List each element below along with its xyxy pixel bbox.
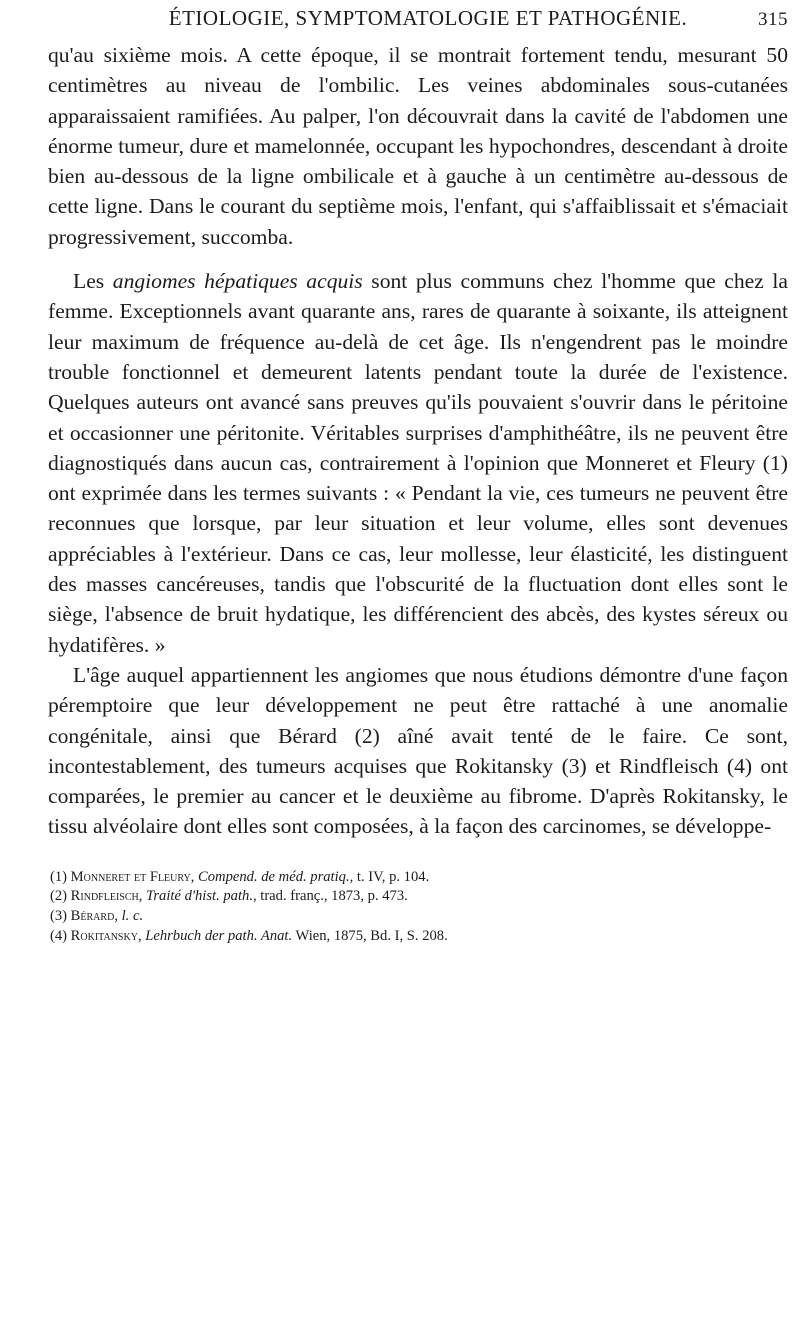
paragraph-3: L'âge auquel appartiennent les angiomes que nous étudions démontre d'une façon péremptoire que leur développement ne peut être rattaché à une anomalie congénitale, ainsi que Bérard (2) aîné avait tenté de le faire. Ce sont, incontestablement, des tumeurs acquises que Rokitansky (3) et Rindfleisch (4) ont comparées, le premier au cancer et le deuxième au fibrome. D'après Rokitansky, le tissu alvéolaire dont elles sont composées, à la façon des carcinomes, se développe- bbox=[48, 662, 788, 839]
footnote-rest: Wien, 1875, Bd. I, S. 208. bbox=[292, 927, 448, 944]
footnote-work: Lehrbuch der path. Anat. bbox=[145, 927, 293, 944]
document-page bbox=[48, 6, 788, 946]
body-text bbox=[48, 40, 788, 842]
footnote-author: Bérard bbox=[70, 907, 115, 924]
footnote-sep: , bbox=[190, 868, 199, 885]
footnote-sep: , bbox=[137, 927, 146, 944]
footnote-author: Monneret et Fleury bbox=[70, 868, 191, 885]
footnote-sep: , bbox=[138, 888, 147, 905]
running-title: ÉTIOLOGIE, SYMPTOMATOLOGIE ET PATHOGÉNIE. bbox=[168, 6, 688, 30]
paragraph-2 bbox=[48, 266, 788, 660]
footnote-work: l. c. bbox=[121, 907, 144, 924]
footnote-rest: , trad. franç., 1873, p. 473. bbox=[252, 888, 408, 905]
paragraph-2-lead: Les bbox=[73, 269, 113, 294]
footnote-author: Rokitansky bbox=[70, 927, 138, 944]
footnote-author: Rindfleisch bbox=[70, 888, 139, 905]
page-number: 315 bbox=[758, 9, 788, 30]
footnote-work: Compend. de méd. pratiq. bbox=[198, 868, 350, 885]
footnote-1 bbox=[50, 868, 788, 888]
footnote-work: Traité d'hist. path. bbox=[146, 888, 253, 905]
footnote-mark: (2) bbox=[50, 888, 71, 905]
footnote-sep: , bbox=[114, 907, 122, 924]
paragraph-2-text: sont plus communs chez l'homme que chez la femme. Exceptionnels avant quarante ans, rares de quarante à soixante, ils atteignent leur maximum de fréquence au-delà de cet âge. Ils n'engendrent pas le moindre trouble fonctionnel et demeurent latents pendant toute la durée de l'existence. Quelques auteurs ont avancé sans preuves qu'ils pouvaient s'ouvrir dans le péritoine et occasionner une péritonite. Véritables surprises d'amphithéâtre, ils ne peuvent être diagnostiqués dans aucun cas, contrairement à l'opinion que Monneret et Fleury (1) ont exprimée dans les termes suivants : « Pendant la vie, ces tumeurs ne peuvent être reconnues que lorsque, par leur situation et leur volume, elles sont devenues appréciables à l'extérieur. Dans ce cas, leur mollesse, leur élasticité, les distinguent des masses cancéreuses, tandis que l'obscurité de la fluctuation dont elles sont le siège, l'absence de bruit hydatique, les différencient des abcès, des kystes séreux ou hydatifères. » bbox=[48, 269, 788, 657]
paragraph-1: qu'au sixième mois. A cette époque, il se montrait fortement tendu, mesurant 50 centimètres au niveau de l'ombilic. Les veines abdominales sous-cutanées apparaissaient ramifiées. Au palper, l'on découvrait dans la cavité de l'abdomen une énorme tumeur, dure et mamelonnée, occupant les hypochondres, descendant à droite bien au-dessous de la ligne ombilicale et à gauche à un centimètre au-dessous de cette ligne. Dans le courant du septième mois, l'enfant, qui s'affaiblissait et s'émaciait progressivement, succomba. bbox=[48, 43, 788, 249]
footnote-mark: (3) bbox=[50, 907, 71, 924]
footnote-2 bbox=[50, 887, 788, 907]
footnote-3 bbox=[50, 907, 788, 927]
footnote-4 bbox=[50, 927, 788, 947]
footnote-rest: , t. IV, p. 104. bbox=[349, 868, 430, 885]
paragraph-2-italic-term: angiomes hépatiques acquis bbox=[112, 269, 363, 294]
footnote-mark: (1) bbox=[50, 868, 71, 885]
running-header bbox=[48, 6, 788, 34]
footnote-mark: (4) bbox=[50, 927, 71, 944]
footnotes bbox=[48, 868, 788, 946]
